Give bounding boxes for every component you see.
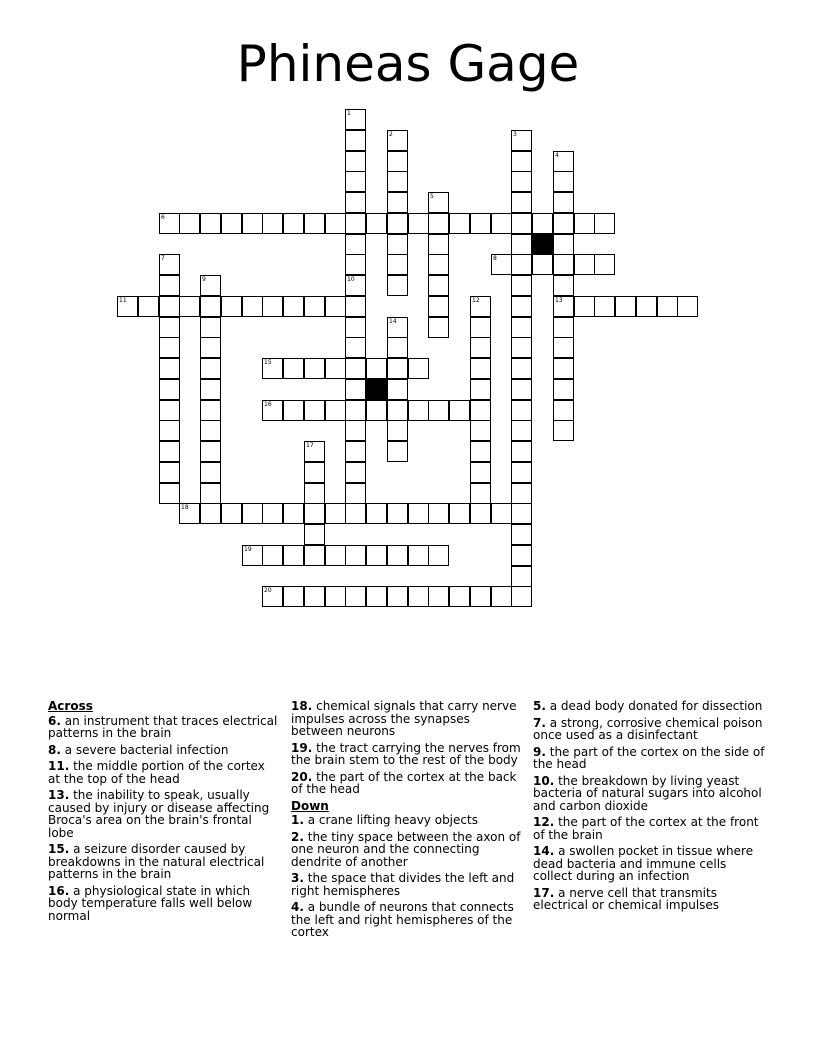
grid-cell[interactable] — [366, 586, 387, 607]
cell-number: 8 — [493, 255, 497, 262]
grid-cell[interactable] — [345, 400, 366, 421]
grid-cell[interactable] — [470, 420, 491, 441]
grid-cell[interactable] — [262, 358, 283, 379]
grid-cell[interactable] — [200, 317, 221, 338]
grid-cell[interactable] — [636, 296, 657, 317]
grid-cell[interactable] — [532, 254, 553, 275]
grid-cell[interactable] — [511, 317, 532, 338]
grid-cell[interactable] — [159, 254, 180, 275]
grid-cell[interactable] — [200, 379, 221, 400]
grid-cell[interactable] — [304, 296, 325, 317]
cell-number: 16 — [264, 401, 272, 408]
grid-cell[interactable] — [511, 358, 532, 379]
grid-cell[interactable] — [345, 545, 366, 566]
grid-cell[interactable] — [159, 337, 180, 358]
grid-cell[interactable] — [200, 337, 221, 358]
grid-cell[interactable] — [159, 213, 180, 234]
grid-cell[interactable] — [366, 358, 387, 379]
grid-cell[interactable] — [200, 275, 221, 296]
grid-cell[interactable] — [553, 234, 574, 255]
grid-cell[interactable] — [553, 213, 574, 234]
grid-cell[interactable] — [470, 586, 491, 607]
grid-cell[interactable] — [491, 254, 512, 275]
clue-across-8: 8. a severe bacterial infection — [48, 742, 229, 757]
cell-number: 9 — [202, 276, 206, 283]
grid-cell[interactable] — [574, 254, 595, 275]
grid-cell[interactable] — [470, 441, 491, 462]
grid-cell[interactable] — [159, 317, 180, 338]
grid-cell[interactable] — [283, 213, 304, 234]
grid-cell[interactable] — [345, 503, 366, 524]
grid-cell[interactable] — [325, 586, 346, 607]
cell-number: 18 — [181, 504, 189, 511]
grid-cell[interactable] — [345, 441, 366, 462]
grid-cell[interactable] — [511, 462, 532, 483]
grid-cell[interactable] — [428, 545, 449, 566]
grid-cell[interactable] — [200, 462, 221, 483]
grid-cell[interactable] — [345, 337, 366, 358]
grid-cell[interactable] — [511, 441, 532, 462]
grid-cell[interactable] — [345, 234, 366, 255]
grid-cell[interactable] — [511, 586, 532, 607]
grid-cell[interactable] — [221, 296, 242, 317]
grid-cell[interactable] — [283, 586, 304, 607]
grid-cell[interactable] — [449, 503, 470, 524]
grid-cell[interactable] — [677, 296, 698, 317]
grid-cell[interactable] — [283, 296, 304, 317]
clue-across-13: 13. the inability to speak, usually caused by injury or disease affecting Broca's area on the brain's frontal lobe — [48, 788, 270, 840]
grid-cell[interactable] — [242, 213, 263, 234]
grid-cell[interactable] — [262, 586, 283, 607]
grid-cell[interactable] — [304, 358, 325, 379]
grid-cell[interactable] — [428, 275, 449, 296]
cell-number: 5 — [430, 193, 434, 200]
grid-cell[interactable] — [242, 296, 263, 317]
grid-cell[interactable] — [179, 503, 200, 524]
clue-across-16: 16. a physiological state in which body temperature falls well below normal — [48, 883, 253, 923]
grid-cell[interactable] — [283, 503, 304, 524]
grid-cell[interactable] — [179, 213, 200, 234]
grid-cell[interactable] — [553, 379, 574, 400]
grid-cell[interactable] — [491, 213, 512, 234]
grid-cell[interactable] — [200, 358, 221, 379]
cell-number: 15 — [264, 359, 272, 366]
grid-cell[interactable] — [345, 213, 366, 234]
grid-cell[interactable] — [470, 483, 491, 504]
clues-section — [0, 700, 816, 1000]
grid-cell[interactable] — [408, 358, 429, 379]
grid-cell[interactable] — [117, 296, 138, 317]
grid-cell[interactable] — [470, 358, 491, 379]
grid-cell[interactable] — [387, 545, 408, 566]
grid-cell[interactable] — [553, 254, 574, 275]
grid-cell[interactable] — [179, 296, 200, 317]
grid-cell[interactable] — [138, 296, 159, 317]
grid-cell[interactable] — [615, 296, 636, 317]
grid-cell[interactable] — [511, 400, 532, 421]
cell-number: 2 — [389, 131, 393, 138]
cell-number: 6 — [161, 214, 165, 221]
grid-cell[interactable] — [345, 130, 366, 151]
grid-cell[interactable] — [553, 420, 574, 441]
grid-cell[interactable] — [304, 545, 325, 566]
cell-number: 3 — [513, 131, 517, 138]
grid-cell[interactable] — [304, 586, 325, 607]
grid-cell[interactable] — [387, 275, 408, 296]
grid-cell[interactable] — [345, 462, 366, 483]
clue-down-4: 4. a bundle of neurons that connects the left and right hemispheres of the cortex — [291, 900, 514, 939]
grid-cell[interactable] — [345, 586, 366, 607]
grid-cell[interactable] — [449, 213, 470, 234]
grid-cell[interactable] — [283, 358, 304, 379]
grid-cell[interactable] — [345, 379, 366, 400]
clues-column-3 — [533, 700, 765, 916]
grid-cell[interactable] — [428, 254, 449, 275]
grid-cell[interactable] — [553, 317, 574, 338]
cell-number: 17 — [306, 442, 314, 449]
grid-cell[interactable] — [242, 545, 263, 566]
grid-cell[interactable] — [511, 337, 532, 358]
grid-cell[interactable] — [594, 296, 615, 317]
grid-cell[interactable] — [387, 358, 408, 379]
grid-cell[interactable] — [325, 503, 346, 524]
grid-cell[interactable] — [325, 400, 346, 421]
grid-cell[interactable] — [159, 462, 180, 483]
grid-cell[interactable] — [408, 503, 429, 524]
grid-cell[interactable] — [408, 213, 429, 234]
grid-cell[interactable] — [470, 400, 491, 421]
clue-down-3: 3. the space that divides the left and right hemispheres — [291, 871, 515, 898]
grid-cell[interactable] — [449, 400, 470, 421]
grid-cell[interactable] — [159, 420, 180, 441]
grid-cell[interactable] — [470, 337, 491, 358]
clue-across-18: 18. chemical signals that carry nerve impulses across the synapses between neurons — [291, 699, 517, 738]
grid-cell[interactable] — [304, 400, 325, 421]
grid-cell[interactable] — [304, 462, 325, 483]
grid-cell[interactable] — [387, 317, 408, 338]
grid-cell[interactable] — [387, 503, 408, 524]
grid-cell[interactable] — [408, 545, 429, 566]
grid-cell[interactable] — [511, 296, 532, 317]
clues-column-1 — [48, 700, 280, 926]
cell-number: 12 — [472, 297, 480, 304]
clue-across-6: 6. an instrument that traces electrical patterns in the brain — [48, 713, 278, 740]
grid-cell[interactable] — [594, 254, 615, 275]
cell-number: 19 — [244, 546, 252, 553]
grid-cell[interactable] — [428, 317, 449, 338]
grid-cell[interactable] — [491, 503, 512, 524]
grid-cell[interactable] — [511, 503, 532, 524]
grid-cell[interactable] — [159, 379, 180, 400]
grid-cell[interactable] — [511, 151, 532, 172]
grid-cell[interactable] — [657, 296, 678, 317]
grid-cell[interactable] — [325, 296, 346, 317]
grid-cell[interactable] — [491, 586, 512, 607]
clue-down-5: 5. a dead body donated for dissection — [533, 699, 763, 713]
grid-cell[interactable] — [428, 503, 449, 524]
grid-cell[interactable] — [325, 545, 346, 566]
grid-cell[interactable] — [428, 192, 449, 213]
grid-cell[interactable] — [387, 130, 408, 151]
clue-down-10: 10. the breakdown by living yeast bacteria of natural sugars into alcohol and carbon dioxide — [533, 773, 762, 813]
grid-cell[interactable] — [200, 483, 221, 504]
grid-cell[interactable] — [511, 379, 532, 400]
clue-down-7: 7. a strong, corrosive chemical poison once used as a disinfectant — [533, 715, 763, 742]
grid-cell[interactable] — [387, 171, 408, 192]
grid-cell[interactable] — [387, 151, 408, 172]
clue-down-1: 1. a crane lifting heavy objects — [291, 813, 478, 827]
grid-cell[interactable] — [159, 441, 180, 462]
grid-cell[interactable] — [428, 296, 449, 317]
grid-cell[interactable] — [262, 400, 283, 421]
grid-cell[interactable] — [511, 566, 532, 587]
grid-cell[interactable] — [387, 337, 408, 358]
grid-cell[interactable] — [470, 213, 491, 234]
grid-cell[interactable] — [262, 213, 283, 234]
clue-across-19: 19. the tract carrying the nerves from the brain stem to the rest of the body — [291, 740, 521, 767]
grid-cell[interactable] — [553, 275, 574, 296]
grid-cell[interactable] — [511, 545, 532, 566]
grid-cell[interactable] — [553, 337, 574, 358]
grid-cell[interactable] — [283, 400, 304, 421]
grid-cell[interactable] — [574, 213, 595, 234]
grid-cell[interactable] — [366, 503, 387, 524]
grid-cell[interactable] — [511, 524, 532, 545]
grid-cell[interactable] — [428, 234, 449, 255]
grid-cell[interactable] — [304, 524, 325, 545]
grid-cell[interactable] — [511, 254, 532, 275]
grid-cell[interactable] — [511, 171, 532, 192]
grid-cell[interactable] — [200, 400, 221, 421]
grid-cell[interactable] — [511, 130, 532, 151]
grid-cell[interactable] — [304, 441, 325, 462]
grid-cell[interactable] — [387, 213, 408, 234]
grid-cell[interactable] — [387, 400, 408, 421]
grid-cell[interactable] — [511, 192, 532, 213]
grid-cell[interactable] — [387, 379, 408, 400]
grid-cell[interactable] — [304, 483, 325, 504]
grid-cell[interactable] — [387, 441, 408, 462]
grid-cell[interactable] — [470, 379, 491, 400]
grid-cell[interactable] — [511, 234, 532, 255]
grid-cell[interactable] — [159, 275, 180, 296]
cell-number: 13 — [555, 297, 563, 304]
grid-cell[interactable] — [511, 420, 532, 441]
grid-cell[interactable] — [345, 254, 366, 275]
grid-cell[interactable] — [553, 192, 574, 213]
grid-cell[interactable] — [428, 400, 449, 421]
cell-number: 20 — [264, 587, 272, 594]
clue-across-15: 15. a seizure disorder caused by breakdowns in the natural electrical patterns in the brain — [48, 842, 265, 881]
grid-cell[interactable] — [366, 400, 387, 421]
cell-number: 10 — [347, 276, 355, 283]
grid-cell[interactable] — [387, 420, 408, 441]
grid-cell[interactable] — [387, 254, 408, 275]
grid-cell[interactable] — [470, 317, 491, 338]
grid-cell[interactable] — [387, 586, 408, 607]
grid-cell[interactable] — [221, 213, 242, 234]
grid-cell[interactable] — [325, 358, 346, 379]
grid-cell[interactable] — [304, 213, 325, 234]
clue-across-11: 11. the middle portion of the cortex at the top of the head — [48, 759, 265, 786]
grid-cell[interactable] — [200, 441, 221, 462]
grid-cell[interactable] — [345, 275, 366, 296]
grid-cell[interactable] — [449, 586, 470, 607]
grid-cell[interactable] — [511, 483, 532, 504]
clue-across-20: 20. the part of the cortex at the back of the head — [291, 769, 517, 796]
grid-cell[interactable] — [345, 151, 366, 172]
grid-cell[interactable] — [511, 275, 532, 296]
grid-cell[interactable] — [242, 503, 263, 524]
grid-cell[interactable] — [283, 545, 304, 566]
grid-cell[interactable] — [159, 358, 180, 379]
grid-cell[interactable] — [366, 213, 387, 234]
grid-cell[interactable] — [553, 151, 574, 172]
grid-cell[interactable] — [345, 171, 366, 192]
cell-number: 7 — [161, 255, 165, 262]
cell-number: 14 — [389, 318, 397, 325]
grid-cell[interactable] — [470, 503, 491, 524]
grid-cell[interactable] — [200, 213, 221, 234]
black-square — [532, 234, 553, 255]
clue-down-9: 9. the part of the cortex on the side of the head — [533, 744, 765, 771]
grid-cell[interactable] — [159, 483, 180, 504]
grid-cell[interactable] — [428, 586, 449, 607]
grid-cell[interactable] — [345, 192, 366, 213]
grid-cell[interactable] — [262, 503, 283, 524]
grid-cell[interactable] — [345, 317, 366, 338]
puzzle-title: Phineas Gage — [236, 35, 580, 93]
cell-number: 1 — [347, 110, 351, 117]
grid-cell[interactable] — [345, 109, 366, 130]
grid-cell[interactable] — [345, 420, 366, 441]
grid-cell[interactable] — [200, 296, 221, 317]
clues-column-2 — [291, 700, 523, 943]
across-heading: Across — [48, 699, 93, 713]
grid-cell[interactable] — [159, 296, 180, 317]
grid-cell[interactable] — [574, 296, 595, 317]
grid-cell[interactable] — [511, 213, 532, 234]
grid-cell[interactable] — [408, 586, 429, 607]
cell-number: 4 — [555, 152, 559, 159]
grid-cell[interactable] — [553, 296, 574, 317]
grid-cell[interactable] — [304, 503, 325, 524]
grid-cell[interactable] — [345, 296, 366, 317]
grid-cell[interactable] — [345, 358, 366, 379]
grid-cell[interactable] — [553, 400, 574, 421]
clue-down-2: 2. the tiny space between the axon of one neuron and the connecting dendrite of another — [291, 829, 521, 869]
grid-cell[interactable] — [408, 400, 429, 421]
grid-cell[interactable] — [470, 296, 491, 317]
cell-number: 11 — [119, 297, 127, 304]
black-square — [366, 379, 387, 400]
clue-down-17: 17. a nerve cell that transmits electrical or chemical impulses — [533, 885, 720, 912]
grid-cell[interactable] — [325, 213, 346, 234]
grid-cell[interactable] — [200, 420, 221, 441]
grid-cell[interactable] — [594, 213, 615, 234]
clue-down-12: 12. the part of the cortex at the front of the brain — [533, 815, 759, 842]
grid-cell[interactable] — [428, 213, 449, 234]
grid-cell[interactable] — [159, 400, 180, 421]
grid-cell[interactable] — [387, 234, 408, 255]
grid-cell[interactable] — [553, 171, 574, 192]
grid-cell[interactable] — [345, 483, 366, 504]
grid-cell[interactable] — [532, 213, 553, 234]
clue-down-14: 14. a swollen pocket in tissue where dead bacteria and immune cells collect during an infection — [533, 844, 754, 883]
down-heading: Down — [291, 798, 329, 813]
grid-cell[interactable] — [553, 358, 574, 379]
grid-cell[interactable] — [262, 545, 283, 566]
grid-cell[interactable] — [387, 192, 408, 213]
grid-cell[interactable] — [200, 503, 221, 524]
grid-cell[interactable] — [470, 462, 491, 483]
grid-cell[interactable] — [221, 503, 242, 524]
grid-cell[interactable] — [366, 545, 387, 566]
grid-cell[interactable] — [262, 296, 283, 317]
